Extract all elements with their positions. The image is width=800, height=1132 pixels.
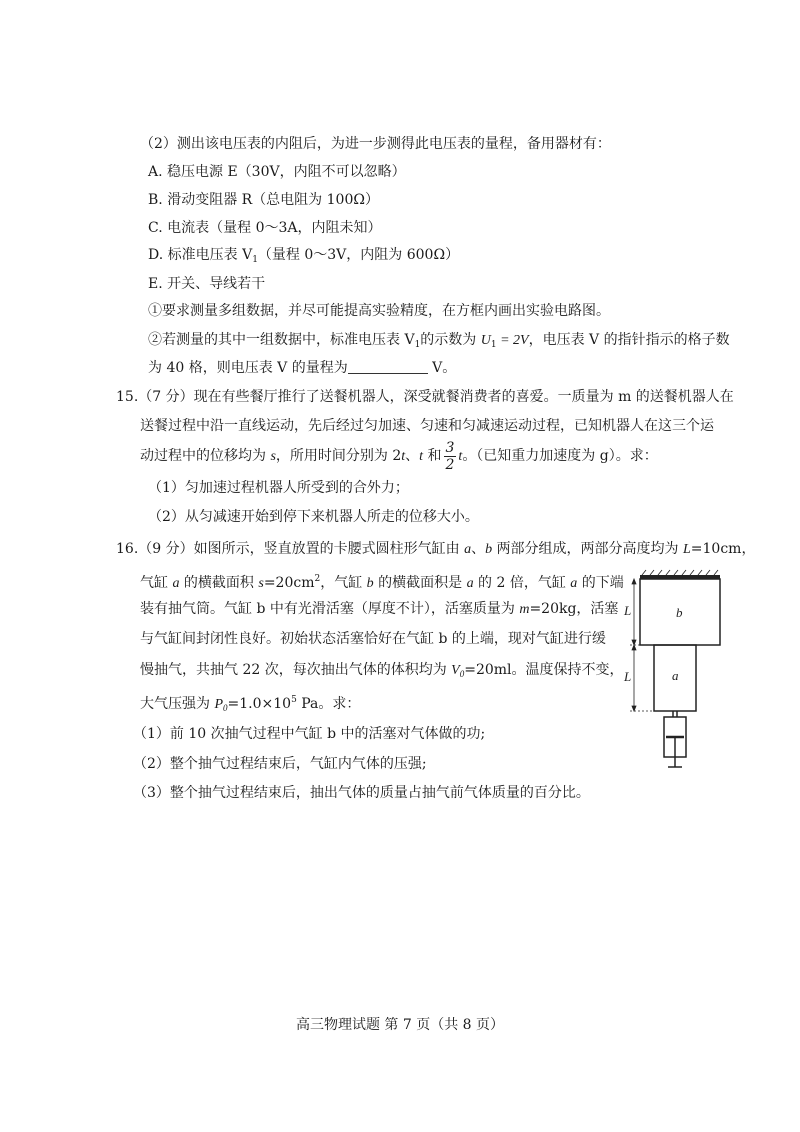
label-b: b [676, 605, 683, 620]
requirement-2: ②若测量的其中一组数据中，标准电压表 $V_1$的示数为 $U_1 = 2V$，电压表 V 的指针指示的格子数 [148, 332, 730, 350]
equipment-e: E. 开关、导线若干 [148, 276, 266, 292]
q16-line2: 气缸 a 的横截面积 $s=20cm^2$，气缸 b 的横截面积是 a 的 2 倍，气缸 a 的下端 [140, 574, 624, 591]
equipment-b: B. 滑动变阻器 R（总电阻为 100Ω） [148, 192, 379, 208]
q15-line3: 动过程中的位移均为 s，所用时间分别为 2t、t 和 $\frac{3}{2}$ t。（已知重力加速度为 g）。求： [140, 439, 658, 473]
q16-sub2: （2）整个抽气过程结束后，气缸内气体的压强; [133, 756, 427, 772]
requirement-1: ①要求测量多组数据，并尽可能提高实验精度，在方框内画出实验电路图。 [148, 303, 610, 319]
dimension-arrow-bottom [632, 645, 636, 711]
q16-line5: 慢抽气，共抽气 22 次，每次抽出气体的体积均为 $V_0=20ml$。温度保持不变， [140, 662, 624, 679]
dimension-arrow-top [632, 579, 636, 645]
q16-number: 16. [116, 541, 139, 557]
equipment-a: A. 稳压电源 E（30V，内阻不可以忽略） [148, 164, 406, 180]
top-plate [640, 570, 720, 579]
requirement-2-cont: 为 40 格，则电压表 V 的量程为 V。 [148, 360, 457, 376]
q16-line6: 大气压强为 $P_0=1.0\times 10^5$ Pa。求： [140, 695, 361, 713]
pump [664, 711, 686, 767]
answer-blank [348, 359, 428, 374]
label-L-bottom: L [624, 669, 632, 684]
cylinder-diagram [624, 567, 730, 777]
q15-line1: 15.（7 分）现在有些餐厅推行了送餐机器人，深受就餐消费者的喜爱。一质量为 m 的送餐机器人在 [116, 389, 734, 405]
q16-sub1: （1）前 10 次抽气过程中气缸 b 中的活塞对气体做的功; [133, 726, 486, 742]
part2-intro: （2）测出该电压表的内阻后，为进一步测得此电压表的量程，备用器材有： [140, 136, 611, 152]
q15-sub1: （1）匀加速过程机器人所受到的合外力； [148, 480, 409, 496]
label-a: a [672, 668, 679, 683]
equipment-c: C. 电流表（量程 0～3A，内阻未知） [148, 220, 382, 236]
q16-line4: 与气缸间封闭性良好。初始状态活塞恰好在气缸 b 的上端，现对气缸进行缓 [140, 631, 606, 647]
q15-number: 15. [116, 389, 139, 405]
page-footer: 高三物理试题 第 7 页（共 8 页） [295, 1017, 505, 1033]
q16-sub3: （3）整个抽气过程结束后，抽出气体的质量占抽气前气体质量的百分比。 [133, 785, 590, 801]
fraction-3-2: $\frac{3}{2}$ [445, 439, 455, 473]
q15-line2: 送餐过程中沿一直线运动，先后经过匀加速、匀速和匀减速运动过程，已知机器人在这三个运 [140, 418, 714, 434]
equipment-d: D. 标准电压表 $V_1$（量程 0～3V，内阻为 600Ω） [148, 247, 460, 265]
q16-line3: 装有抽气筒。气缸 b 中有光滑活塞（厚度不计），活塞质量为 m=20kg，活塞 [140, 601, 619, 617]
q16-line1: 16.（9 分）如图所示，竖直放置的卡腰式圆柱形气缸由 a、b 两部分组成，两部分高度均为 L=10cm， [116, 541, 756, 557]
label-L-top: L [624, 603, 632, 618]
q15-sub2: （2）从匀减速开始到停下来机器人所走的位移大小。 [148, 509, 479, 525]
